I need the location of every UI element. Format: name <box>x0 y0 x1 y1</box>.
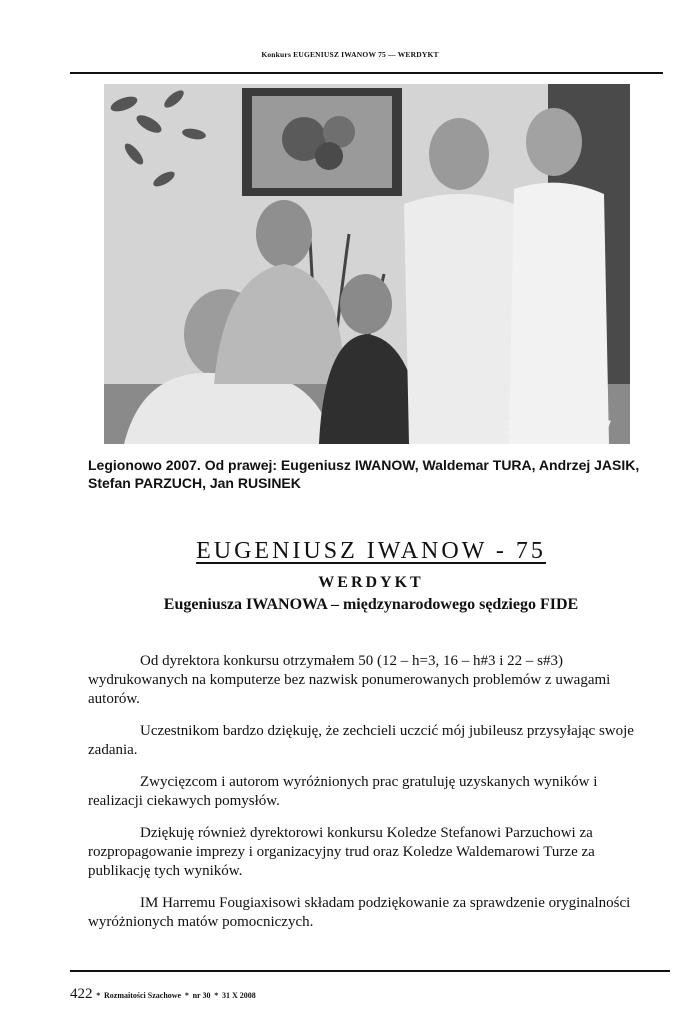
header-rule <box>70 72 663 74</box>
paragraph: Dziękuję również dyrektorowi konkursu Koledze Stefanowi Parzuchowi za rozpropagowanie imprezy i organizacyjny trud oraz Koledze Waldemarowi Turze za publikację tych wyników. <box>88 825 595 879</box>
article-body <box>88 652 648 945</box>
article-title: EUGENIUSZ IWANOW - 75 <box>196 538 546 564</box>
paragraph: Uczestnikom bardzo dziękuję, że zechcieli uczcić mój jubileusz przysyłając swoje zadania. <box>88 723 634 758</box>
paragraph: Zwycięzcom i autorom wyróżnionych prac gratuluję uzyskanych wyników i realizacji ciekawych pomysłów. <box>88 774 598 809</box>
footer-bullet: * <box>214 991 219 1000</box>
page-number: 422 <box>70 986 93 1002</box>
issue-number: nr 30 <box>192 991 211 1000</box>
footer-bullet: * <box>96 991 101 1000</box>
page-footer <box>70 986 256 1003</box>
article-subtitle: WERDYKT <box>318 574 424 591</box>
article-subtitle-2: Eugeniusza IWANOWA – międzynarodowego sędziego FIDE <box>163 596 579 613</box>
paragraph: IM Harremu Fougiaxisowi składam podziękowanie za sprawdzenie oryginalności wyróżnionych matów pomocniczych. <box>88 895 631 930</box>
photo-illustration <box>104 84 630 444</box>
group-photo <box>104 84 630 444</box>
footer-rule <box>70 970 670 972</box>
issue-date: 31 X 2008 <box>221 991 256 1000</box>
running-header: Konkurs EUGENIUSZ IWANOW 75 — WERDYKT <box>261 50 439 59</box>
footer-bullet: * <box>184 991 189 1000</box>
photo-date-stamp: 30 6 2007 <box>503 418 614 438</box>
photo-caption: Legionowo 2007. Od prawej: Eugeniusz IWANOW, Waldemar TURA, Andrzej JASIK, Stefan PARZUCH, Jan RUSINEK <box>88 457 640 491</box>
magazine-name: Rozmaitości Szachowe <box>104 991 182 1000</box>
paragraph: Od dyrektora konkursu otrzymałem 50 (12 – h=3, 16 – h#3 i 22 – s#3) wydrukowanych na komputerze bez nazwisk ponumerowanych problemów z uwagami autorów. <box>88 653 611 707</box>
